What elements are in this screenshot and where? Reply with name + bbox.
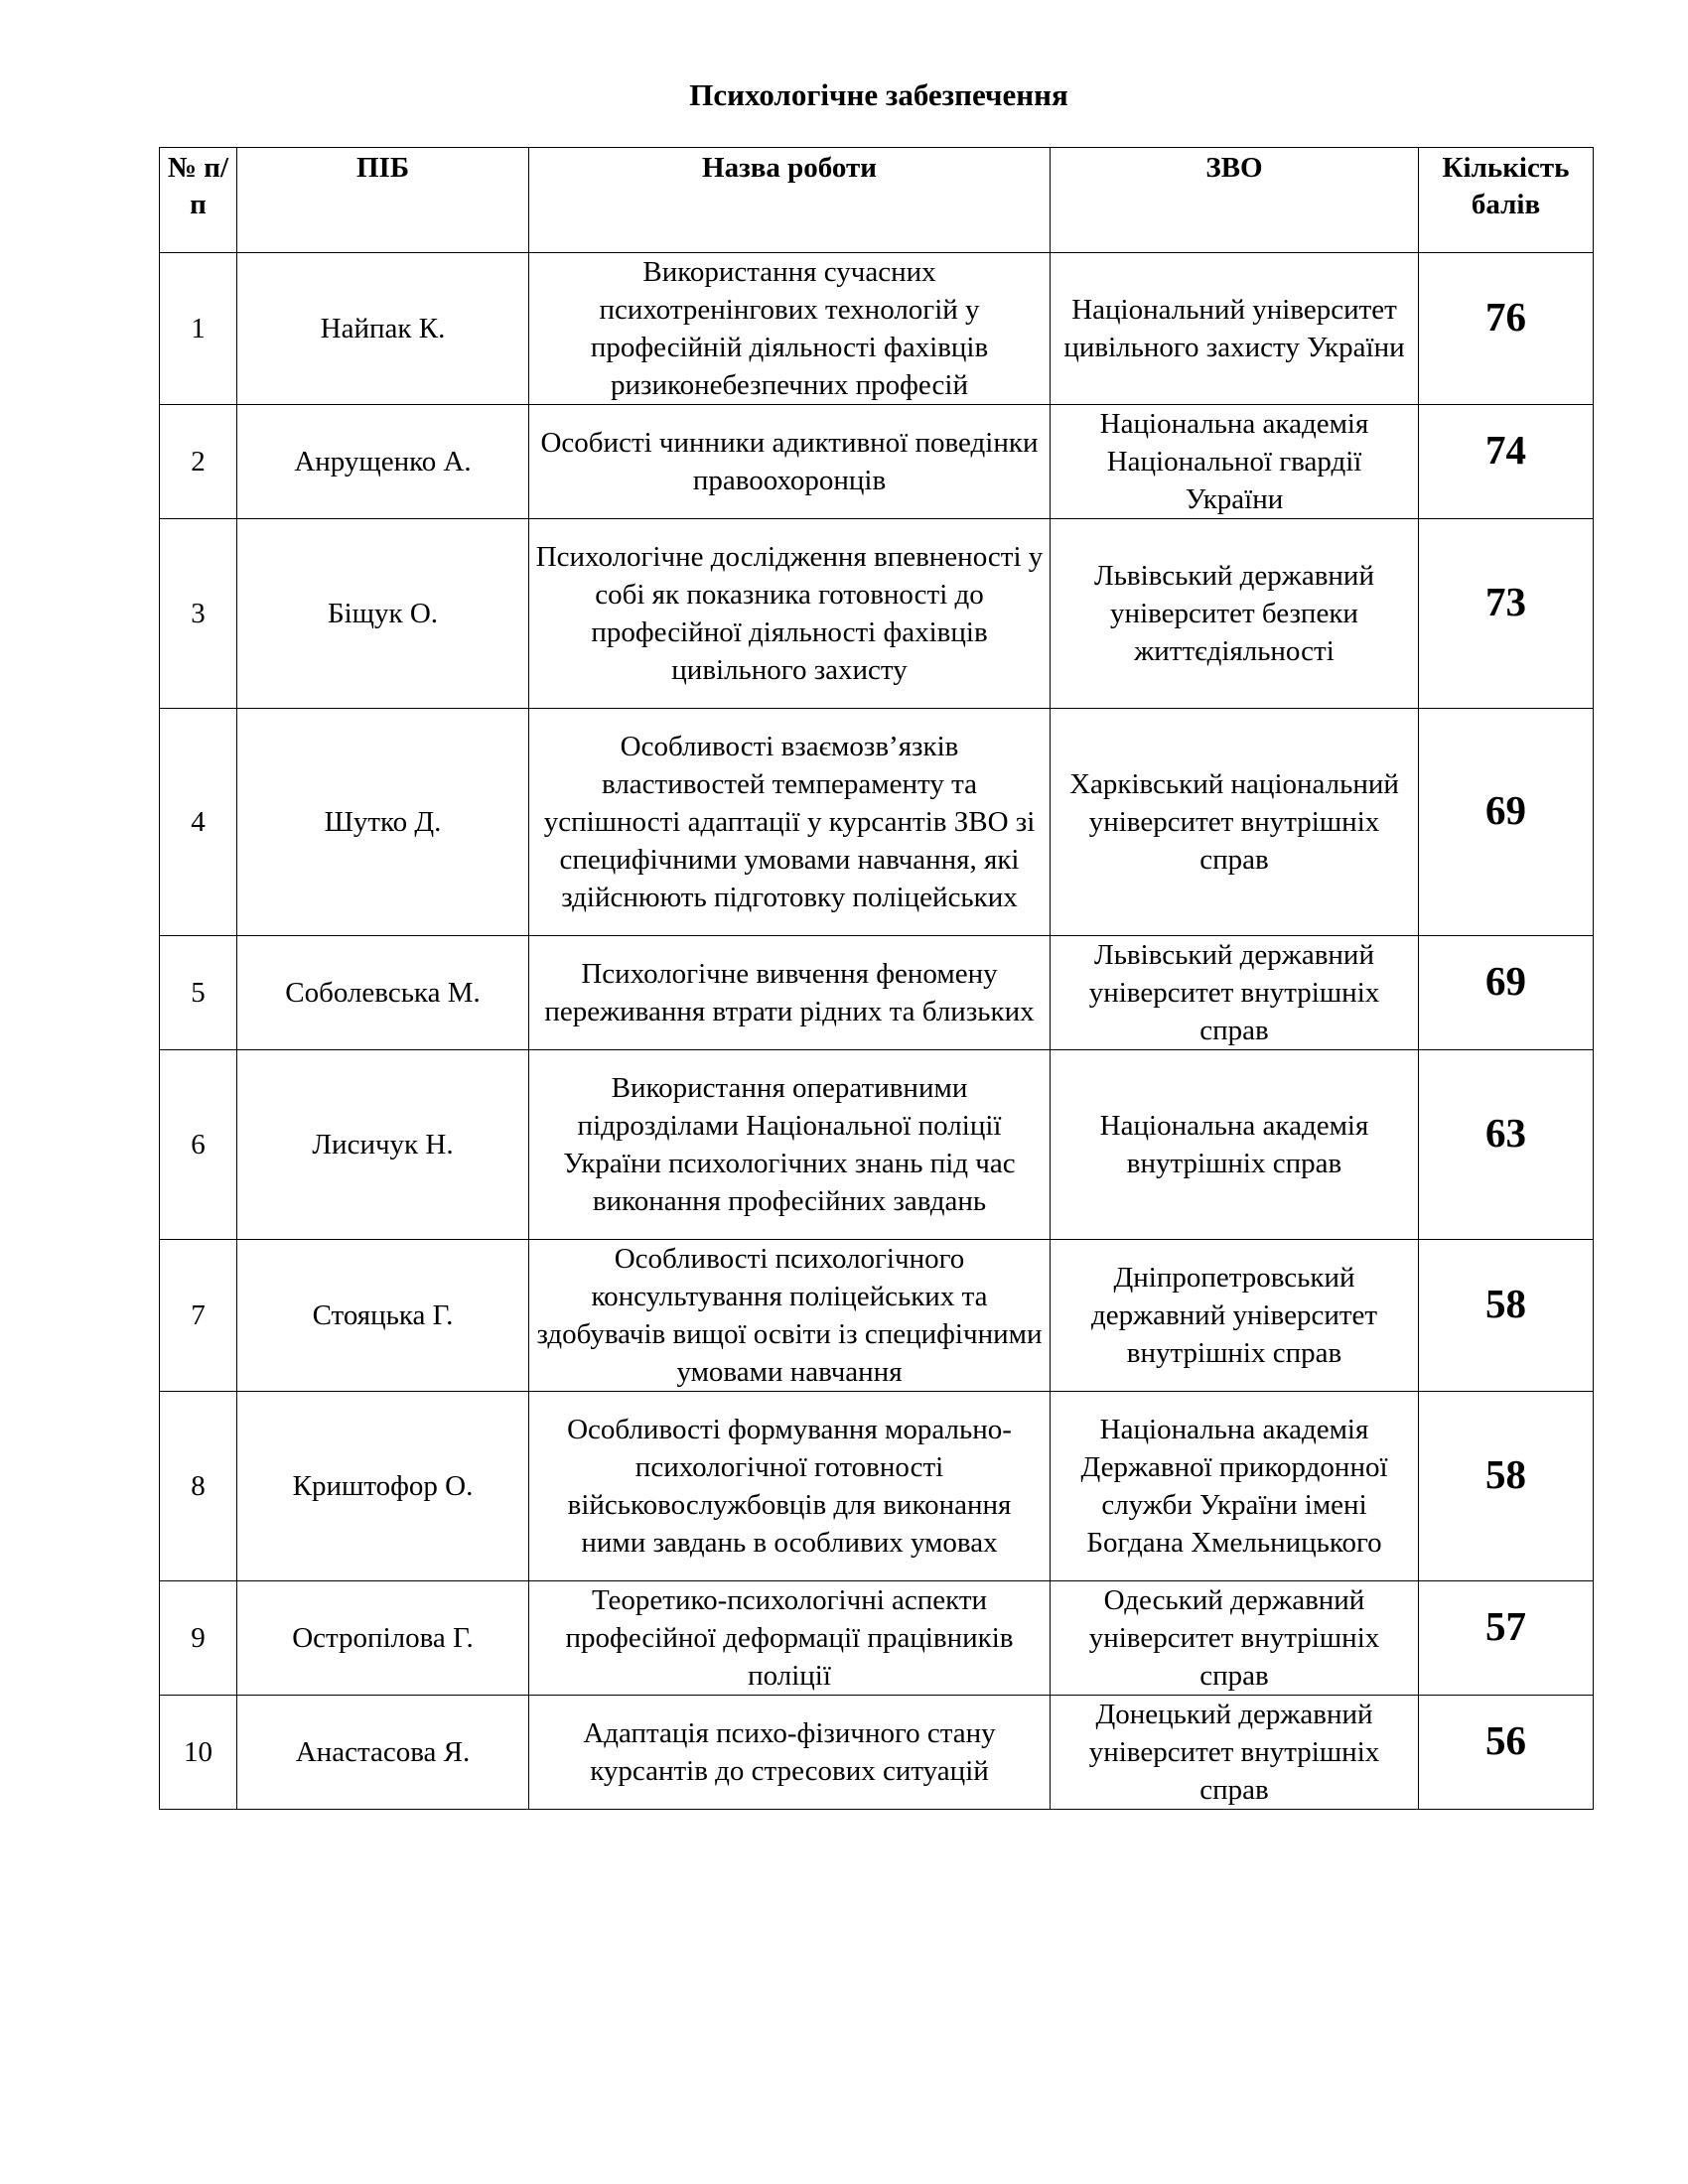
cell-work: Особисті чинники адиктивної поведінки правоохоронців bbox=[529, 405, 1051, 519]
cell-work: Особливості формування морально-психологічної готовності військовослужбовців для виконання ними завдань в особливих умовах bbox=[529, 1392, 1051, 1581]
cell-name: Найпак К. bbox=[237, 253, 529, 405]
score-value: 58 bbox=[1485, 1281, 1526, 1326]
score-value: 76 bbox=[1485, 294, 1526, 340]
cell-score bbox=[1419, 253, 1594, 405]
cell-name: Лисичук Н. bbox=[237, 1050, 529, 1240]
cell-work: Використання сучасних психотренінгових технологій у професійній діяльності фахівців ризиконебезпечних професій bbox=[529, 253, 1051, 405]
cell-num: 2 bbox=[160, 405, 237, 519]
cell-score bbox=[1419, 1696, 1594, 1810]
cell-num: 1 bbox=[160, 253, 237, 405]
table-header bbox=[160, 148, 1594, 253]
cell-name: Соболевська М. bbox=[237, 936, 529, 1050]
cell-work: Використання оперативними підрозділами Національної поліції України психологічних знань під час виконання професійних завдань bbox=[529, 1050, 1051, 1240]
cell-zvo: Національна академія Національної гвардії України bbox=[1051, 405, 1419, 519]
cell-num: 10 bbox=[160, 1696, 237, 1810]
header-score: Кількість балів bbox=[1419, 148, 1594, 253]
table-row bbox=[160, 519, 1594, 709]
cell-work: Теоретико-психологічні аспекти професійної деформації працівників поліції bbox=[529, 1581, 1051, 1696]
cell-work: Особливості психологічного консультування поліцейських та здобувачів вищої освіти із специфічними умовами навчання bbox=[529, 1240, 1051, 1392]
cell-name: Стояцька Г. bbox=[237, 1240, 529, 1392]
cell-name: Шутко Д. bbox=[237, 709, 529, 936]
cell-work: Особливості взаємозв’язків властивостей темпераменту та успішності адаптації у курсантів ЗВО зі специфічними умовами навчання, які здійснюють підготовку поліцейських bbox=[529, 709, 1051, 936]
table-row bbox=[160, 1696, 1594, 1810]
table-row bbox=[160, 1392, 1594, 1581]
cell-zvo: Національна академія внутрішніх справ bbox=[1051, 1050, 1419, 1240]
cell-work: Психологічне вивчення феномену переживання втрати рідних та близьких bbox=[529, 936, 1051, 1050]
score-value: 69 bbox=[1485, 958, 1526, 1004]
score-value: 57 bbox=[1485, 1603, 1526, 1649]
header-row bbox=[160, 148, 1594, 253]
cell-score bbox=[1419, 1581, 1594, 1696]
cell-zvo: Національна академія Державної прикордонної служби України імені Богдана Хмельницького bbox=[1051, 1392, 1419, 1581]
cell-name: Анастасова Я. bbox=[237, 1696, 529, 1810]
table-row bbox=[160, 1581, 1594, 1696]
cell-num: 9 bbox=[160, 1581, 237, 1696]
cell-name: Анрущенко А. bbox=[237, 405, 529, 519]
cell-work: Психологічне дослідження впевненості у собі як показника готовності до професійної діяльності фахівців цивільного захисту bbox=[529, 519, 1051, 709]
score-value: 56 bbox=[1485, 1717, 1526, 1763]
cell-zvo: Львівський державний університет безпеки життєдіяльності bbox=[1051, 519, 1419, 709]
table-row bbox=[160, 936, 1594, 1050]
table-body bbox=[160, 253, 1594, 1810]
table-row bbox=[160, 253, 1594, 405]
header-work: Назва роботи bbox=[529, 148, 1051, 253]
cell-zvo: Донецький державний університет внутрішніх справ bbox=[1051, 1696, 1419, 1810]
cell-num: 5 bbox=[160, 936, 237, 1050]
cell-work: Адаптація психо-фізичного стану курсантів до стресових ситуацій bbox=[529, 1696, 1051, 1810]
cell-num: 8 bbox=[160, 1392, 237, 1581]
cell-name: Остропілова Г. bbox=[237, 1581, 529, 1696]
table-row bbox=[160, 405, 1594, 519]
cell-score bbox=[1419, 1240, 1594, 1392]
results-table bbox=[159, 147, 1594, 1810]
cell-score bbox=[1419, 936, 1594, 1050]
cell-name: Криштофор О. bbox=[237, 1392, 529, 1581]
cell-num: 3 bbox=[160, 519, 237, 709]
cell-score bbox=[1419, 519, 1594, 709]
cell-zvo: Харківський національний університет внутрішніх справ bbox=[1051, 709, 1419, 936]
header-name: ПІБ bbox=[237, 148, 529, 253]
cell-score bbox=[1419, 1392, 1594, 1581]
header-zvo: ЗВО bbox=[1051, 148, 1419, 253]
score-value: 58 bbox=[1485, 1451, 1526, 1497]
header-num: № п/п bbox=[160, 148, 237, 253]
cell-name: Біщук О. bbox=[237, 519, 529, 709]
cell-score bbox=[1419, 709, 1594, 936]
cell-zvo: Національний університет цивільного захисту України bbox=[1051, 253, 1419, 405]
cell-score bbox=[1419, 1050, 1594, 1240]
cell-zvo: Одеський державний університет внутрішніх справ bbox=[1051, 1581, 1419, 1696]
page-title: Психологічне забезпечення bbox=[689, 77, 1068, 112]
cell-zvo: Дніпропетровський державний університет внутрішніх справ bbox=[1051, 1240, 1419, 1392]
cell-num: 7 bbox=[160, 1240, 237, 1392]
table-row bbox=[160, 709, 1594, 936]
table-row bbox=[160, 1240, 1594, 1392]
score-value: 74 bbox=[1485, 427, 1526, 473]
score-value: 69 bbox=[1485, 787, 1526, 833]
table-row bbox=[160, 1050, 1594, 1240]
cell-num: 4 bbox=[160, 709, 237, 936]
cell-score bbox=[1419, 405, 1594, 519]
cell-num: 6 bbox=[160, 1050, 237, 1240]
cell-zvo: Львівський державний університет внутрішніх справ bbox=[1051, 936, 1419, 1050]
score-value: 63 bbox=[1485, 1110, 1526, 1156]
score-value: 73 bbox=[1485, 579, 1526, 624]
